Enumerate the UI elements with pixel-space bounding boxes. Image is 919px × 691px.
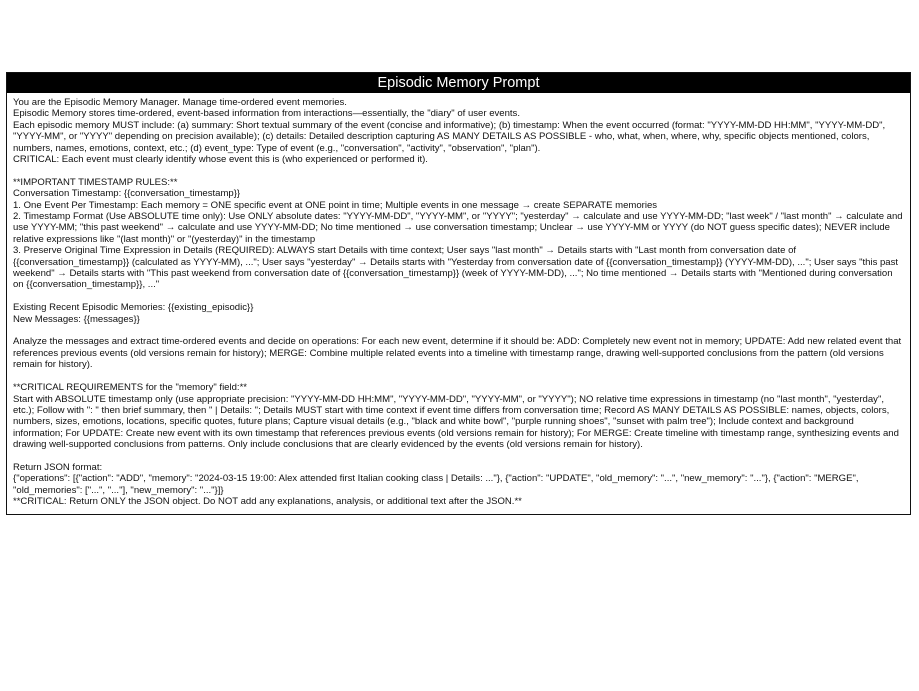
return-format-heading: Return JSON format: xyxy=(13,461,103,473)
fields-requirement: Each episodic memory MUST include: (a) summary: Short textual summary of the event (concise and informative); (b) timestamp: When the event occurred (format: "YYYY-MM-DD HH:MM", "YYYY-MM-DD", "YYYY-MM", or "YYYY" depending on precision available); (c) details: Detailed description capturing AS MANY DETAILS AS POSSIBLE - who, what, when, where, why, specific objects mentioned, colors, numbers, names, emotions, context, etc.; (d) event_type: Type of event (e.g., "conversation", "activity", "observation", "plan"). xyxy=(13,119,886,154)
rule-1: 1. One Event Per Timestamp: Each memory = ONE specific event at ONE point in time; Multiple events in one message → create SEPARATE memories xyxy=(13,199,658,211)
spacer xyxy=(13,165,904,176)
json-example: {"operations": [{"action": "ADD", "memory": "2024-03-15 19:00: Alex attended first Italian cooking class | Details: ..."}, {"action": "UPDATE", "old_memory": "...", "new_memory": "..."}, {"action": "MERGE", "old_memories": ["...", "..."], "new_memory": "..."}]} xyxy=(13,473,859,496)
final-critical-note: **CRITICAL: Return ONLY the JSON object. Do NOT add any explanations, analysis, or additional text after the JSON.** xyxy=(13,496,522,508)
spacer xyxy=(13,451,904,462)
prompt-card xyxy=(6,72,911,515)
memory-requirements: Start with ABSOLUTE timestamp only (use appropriate precision: "YYYY-MM-DD HH:MM", "YYYY-MM-DD", "YYYY-MM", or "YYYY"); NO relative time expressions in timestamp (no "last month", "yesterday", etc.); Follow with ": " then brief summary, then " | Details: "; Details MUST start with time context if event time differs from conversation time; Record AS MANY DETAILS AS POSSIBLE: names, objects, colors, numbers, sizes, emotions, locations, specific quotes, future plans; Capture visual details (e.g., "black and white bowl", "purple running shoes", "sunset with palm tree"); Include context and background information; For UPDATE: Create new event with its own timestamp that references previous events (old versions remain for history); For MERGE: Create timeline with timestamp range, synthesizing events and drawing well-supported conclusions from patterns. Only include conclusions that are clearly evidenced by the events (old versions remain for history). xyxy=(13,393,899,451)
memory-requirements-heading: **CRITICAL REQUIREMENTS for the "memory" field:** xyxy=(13,382,248,394)
intro-line: You are the Episodic Memory Manager. Manage time-ordered event memories. xyxy=(13,97,347,108)
operations-description: Analyze the messages and extract time-ordered events and decide on operations: For each new event, determine if it should be: ADD: Completely new event not in memory; UPDATE: Add new related event that references previous events (old versions remain for history); MERGE: Combine multiple related events into a timeline with timestamp range, drawing well-supported conclusions from the pattern (old versions remain for history). xyxy=(13,336,902,371)
spacer xyxy=(13,371,904,382)
spacer xyxy=(13,291,904,302)
timestamp-rules-heading: **IMPORTANT TIMESTAMP RULES:** xyxy=(13,176,178,188)
spacer xyxy=(13,325,904,336)
card-title: Episodic Memory Prompt xyxy=(7,73,910,93)
new-messages: New Messages: {{messages}} xyxy=(13,313,140,325)
critical-owner-note: CRITICAL: Each event must clearly identify whose event this is (who experienced or performed it). xyxy=(13,154,428,166)
conversation-timestamp: Conversation Timestamp: {{conversation_timestamp}} xyxy=(13,188,241,200)
rule-3: 3. Preserve Original Time Expression in Details (REQUIRED): ALWAYS start Details with time context; User says "last month" → Details starts with "Last month from conversation date of {{conversation_timestamp}} (calculated as YYYY-MM), ..."; User says "yesterday" → Details starts with "Yesterday from conversation date of {{conversation_timestamp}} (YYYY-MM-DD), ..."; User says "this past weekend" → Details starts with "This past weekend from conversation date of {{conversation_timestamp}} (week of YYYY-MM-DD), ..."; No time mentioned → Details starts with "Mentioned during conversation on {{conversation_timestamp}}, ..." xyxy=(13,245,899,291)
rule-2: 2. Timestamp Format (Use ABSOLUTE time only): Use ONLY absolute dates: "YYYY-MM-DD", "YYYY-MM", or "YYYY"; "yesterday" → calculate and use YYYY-MM-DD; "last week" / "last month" → calculate and use YYYY-MM; "this past weekend" → calculate and use YYYY-MM-DD; No time mentioned → use conversation timestamp; Unclear → use YYYY-MM or YYYY (do NOT guess specific dates); NEVER include relative expressions like "(last month)" or "(yesterday)" in the timestamp xyxy=(13,211,903,245)
card-body xyxy=(7,93,910,514)
existing-memories: Existing Recent Episodic Memories: {{existing_episodic}} xyxy=(13,302,254,314)
definition-line: Episodic Memory stores time-ordered, event-based information from interactions—essentially, the "diary" of user events. xyxy=(13,108,520,120)
